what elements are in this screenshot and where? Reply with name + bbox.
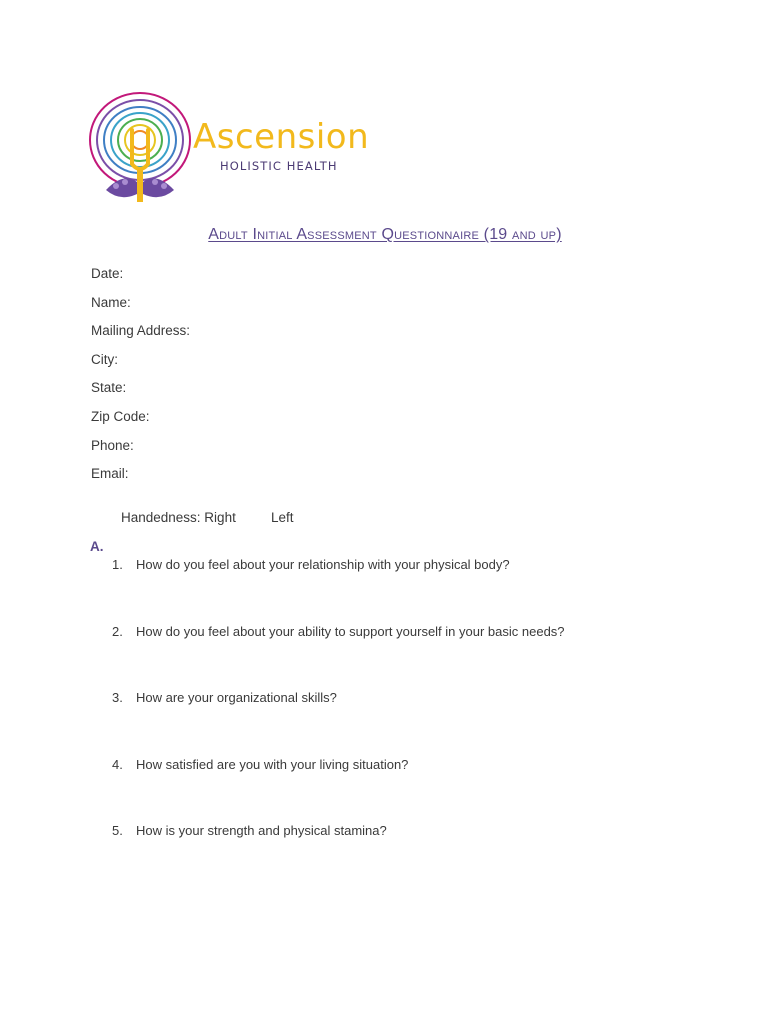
zip-code-field-label: Zip Code:	[91, 408, 150, 424]
question-item	[112, 624, 565, 691]
section-heading: A.	[90, 539, 104, 554]
question-number: 5.	[112, 823, 123, 839]
handedness-row	[121, 510, 294, 525]
question-number: 2.	[112, 623, 123, 639]
name-field-label: Name:	[91, 294, 131, 310]
date-field-label: Date:	[91, 266, 124, 281]
mailing-address-field-label: Mailing Address:	[91, 323, 191, 339]
question-text: How satisfied are you with your living situation?	[136, 756, 409, 772]
question-number: 4.	[112, 756, 123, 772]
question-text: How is your strength and physical stamina?	[136, 823, 387, 839]
question-number: 3.	[112, 690, 123, 706]
page-title: Adult Initial Assessment Questionnaire (19 and up)	[208, 226, 562, 243]
question-number: 1.	[112, 557, 123, 572]
email-field-label: Email:	[91, 466, 129, 482]
questions-list	[112, 557, 565, 890]
city-field-label: City:	[91, 351, 118, 367]
brand-logo	[88, 90, 398, 210]
brand-subtitle: HOLISTIC HEALTH	[220, 159, 338, 173]
question-text: How are your organizational skills?	[136, 690, 337, 706]
contact-fields-list	[91, 264, 190, 493]
question-item	[112, 557, 565, 624]
question-text: How do you feel about your ability to support yourself in your basic needs?	[136, 623, 565, 639]
handedness-right-label: Handedness: Right	[121, 510, 236, 525]
question-text: How do you feel about your relationship with your physical body?	[136, 557, 510, 572]
question-item	[112, 757, 565, 824]
phone-field-label: Phone:	[91, 437, 134, 453]
handedness-left-label: Left	[271, 510, 294, 525]
question-item	[112, 690, 565, 757]
concentric-rings-tuning-fork-icon	[88, 90, 198, 210]
question-item	[112, 823, 565, 890]
state-field-label: State:	[91, 380, 127, 396]
brand-name: Ascension	[193, 117, 370, 157]
